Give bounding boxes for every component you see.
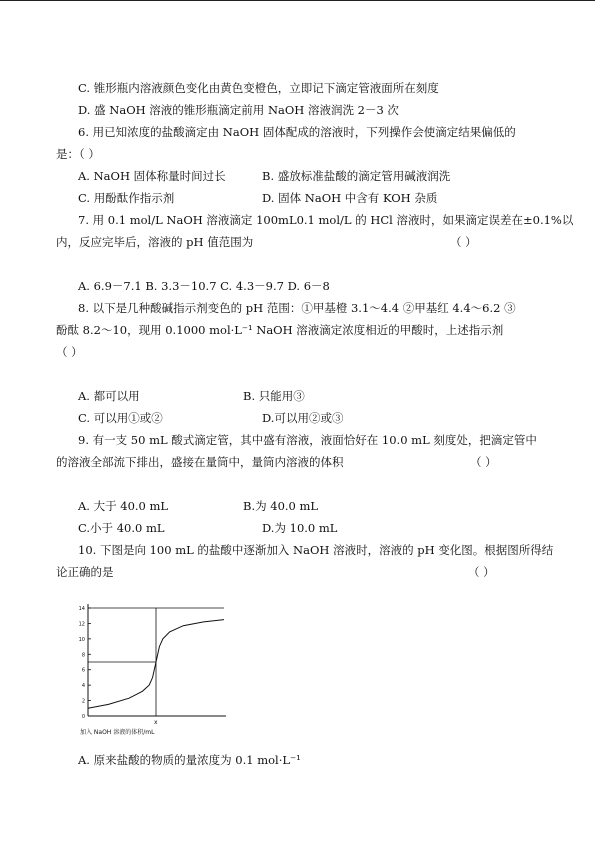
q8-option-a: A. 都可以用	[78, 389, 140, 403]
q8-stem-cont: 酚酞 8.2～10，现用 0.1000 mol·L⁻¹ NaOH 溶液滴定浓度相近的甲酸时，上述指示剂	[56, 323, 504, 337]
q9-option-d: D.为 10.0 mL	[262, 521, 338, 535]
q6-stem: 6. 用已知浓度的盐酸滴定由 NaOH 固体配成的溶液时，下列操作会使滴定结果偏低的	[78, 125, 516, 139]
q7-stem: 7. 用 0.1 mol/L NaOH 溶液滴定 100mL0.1 mol/L 的 HCl 溶液时，如果滴定误差在±0.1%以	[78, 213, 574, 227]
q8-option-c: C. 可以用①或②	[78, 411, 163, 425]
q6-option-d: D. 固体 NaOH 中含有 KOH 杂质	[262, 191, 438, 205]
y-tick-label: 2	[81, 698, 85, 705]
q9-option-c: C.小于 40.0 mL	[78, 521, 165, 535]
q8-option-d: D.可以用②或③	[262, 411, 344, 425]
q5-option-d: D. 盛 NaOH 溶液的锥形瓶滴定前用 NaOH 溶液润洗 2－3 次	[78, 103, 399, 117]
y-tick-label: 4	[81, 683, 85, 690]
q8-answer-paren: （ ）	[56, 345, 83, 359]
q10-stem: 10. 下图是向 100 mL 的盐酸中逐渐加入 NaOH 溶液时，溶液的 pH 变化图。根据图所得结	[78, 543, 554, 557]
q7-options: A. 6.9－7.1 B. 3.3－10.7 C. 4.3－9.7 D. 6－8	[78, 279, 330, 293]
q8-option-b: B. 只能用③	[243, 389, 305, 403]
y-tick-label: 6	[81, 667, 85, 674]
q9-option-b: B.为 40.0 mL	[243, 499, 319, 513]
q10-answer-paren: （ ）	[468, 565, 495, 579]
q6-option-a: A. NaOH 固体称量时间过长	[78, 169, 226, 183]
q9-stem-cont: 的溶液全部流下排出，盛接在量筒中，量筒内溶液的体积	[56, 455, 344, 469]
q9-stem: 9. 有一支 50 mL 酸式滴定管，其中盛有溶液，液面恰好在 10.0 mL 刻度处，把滴定管中	[78, 433, 537, 447]
q7-stem-cont: 内，反应完毕后，溶液的 pH 值范围为	[56, 235, 254, 249]
page-top-border	[0, 0, 595, 1]
ph-titration-chart	[60, 598, 230, 738]
x-tick-label: x	[154, 719, 158, 726]
q8-stem: 8. 以下是几种酸碱指示剂变色的 pH 范围：①甲基橙 3.1～4.4 ②甲基红 4.4～6.2 ③	[78, 301, 516, 315]
y-tick-label: 8	[81, 652, 85, 659]
q10-option-a: A. 原来盐酸的物质的量浓度为 0.1 mol·L⁻¹	[78, 753, 301, 767]
q9-answer-paren: （ ）	[470, 455, 497, 469]
q6-stem-cont: 是：（ ）	[56, 147, 100, 161]
q6-option-b: B. 盛放标准盐酸的滴定管用碱液润洗	[262, 169, 451, 183]
q5-option-c: C. 锥形瓶内溶液颜色变化由黄色变橙色，立即记下滴定管液面所在刻度	[78, 81, 439, 95]
y-tick-label: 0	[81, 714, 85, 720]
q6-option-c: C. 用酚酞作指示剂	[78, 191, 175, 205]
q9-option-a: A. 大于 40.0 mL	[78, 499, 169, 513]
y-tick-label: 14	[78, 606, 85, 612]
q10-stem-cont: 论正确的是	[56, 565, 114, 579]
y-tick-label: 12	[78, 621, 85, 628]
q7-answer-paren: （ ）	[450, 235, 477, 249]
y-tick-label: 10	[78, 636, 85, 643]
x-axis-label: 加入 NaOH 溶液的体积/mL	[80, 729, 155, 736]
